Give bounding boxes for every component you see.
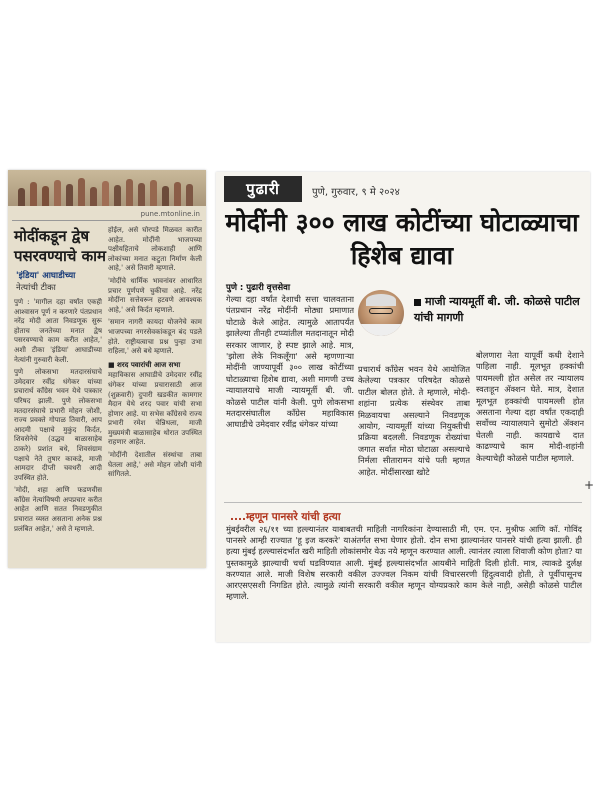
right-newspaper-clipping bbox=[216, 172, 590, 642]
portrait-photo bbox=[358, 290, 404, 336]
portrait-glasses bbox=[369, 308, 393, 314]
paragraph: पुणे लोकसभा मतदारसंघाचे उमेदवार रवींद्र धंगेकर यांच्या प्रचारार्थ काँग्रेस भवन येथे पत्रकार परिषद झाली. पुणे लोकसभा मतदारसंघाचे प्रभारी मोहन जोशी, राज्य प्रवक्ते गोपाळ तिवारी, आप आदमी पक्षाचे मुकुंद किर्दत, शिवसेनेचे (उद्धव बाळासाहेब ठाकरे) प्रशांत बधे, शिवसंग्राम पक्षाचे नेते तुषार काकडे, माजी आमदार दीप्ती चवधरी आदी उपस्थित होते. bbox=[14, 368, 102, 482]
paragraph: 'मोदींचे धार्मिक भावनांवर आधारित प्रचार पूर्णपणे चुकीचा आहे. नरेंद्र मोदींना सत्तेवरून हटवणे आवश्यक आहे,' असे किर्दत म्हणाले. bbox=[108, 276, 202, 314]
article-column-1: गेल्या दहा वर्षांत देशाची सत्ता चालवताना पंतप्रधान नरेंद्र मोदींनी मोठ्या प्रमाणात घोटाळे केले आहेत. त्यामुळे आतापर्यंत झालेल्या तीनही टप्प्यांतील मतदानातून मोदी सरकार जाणार, हे स्पष्ट झाले आहे. मात्र, 'झोला लेके निकलूँगा' असे म्हणणाऱ्या मोदींनी जाण्यापूर्वी ३०० लाख कोटींच्या घोटाळ्याचा हिशेब द्यावा, अशी मागणी उच्च न्यायालयाचे माजी न्यायमूर्ती बी. जी. कोळसे पाटील यांनी केली. पुणे लोकसभा मतदारसंघातील काँग्रेस महाविकास आघाडीचे उमेदवार रवींद्र धंगेकर यांच्या bbox=[226, 294, 354, 430]
article-subhead-text: माजी न्यायमूर्ती बी. जी. कोळसे पाटील यांची मागणी bbox=[414, 295, 580, 324]
portrait-hair bbox=[366, 294, 396, 306]
divider bbox=[224, 502, 582, 503]
main-headline: मोदींनी ३०० लाख कोटींच्या घोटाळ्याचा हिशेब द्यावा bbox=[225, 208, 579, 270]
paragraph: होईल, असे घोरपडे मिळवत कारीत आहेत. मोदींनी भाजपच्या पक्षीयहिताचे लोकशाही आणि लोकांच्या मनात कटुता निर्माण केली आहे,' असे तिवारी म्हणाले. bbox=[108, 226, 202, 273]
paragraph: 'मोदी, शहा आणि फडणवीस काँग्रेस नेत्यांविषयी अपप्रचार करीत आहेत आणि सतत निवडणुकीत प्रचारात व्यस्त असताना अनेक प्रश्न प्रलंबित आहेत,' असे ते म्हणाले. bbox=[14, 486, 102, 533]
article-column-3: बोलणारा नेता यापूर्वी कधी देशाने पाहिला नाही. मूलभूत हक्कांची पायमल्ली होत असेल तर न्यायालय स्वतःहून ॲक्शन घेते. मात्र, देशात मूलभूत हक्कांची पायमल्ली होत असताना गेल्या दहा वर्षांत एकदाही सर्वोच्च न्यायालयाने सुमोटो ॲक्शन घेतली नाही. कायद्याचे दात काढण्याचे काम मोदी-शहांनी केल्याचेही कोळसे पाटील म्हणाले. bbox=[476, 350, 584, 463]
paragraph: महाविकास आघाडीचे उमेदवार रवींद्र धंगेकर यांच्या प्रचारासाठी आज (शुक्रवारी) दुपारी खडकीत कामगार मैदान येथे शरद पवार यांची सभा होणार आहे. या सभेस काँग्रेसचे राज्य प्रभारी रमेश चेन्निथला, माजी मुख्यमंत्री बाळासाहेब थोरात उपस्थित राहणार आहेत. bbox=[108, 371, 202, 447]
plus-icon: + bbox=[584, 478, 595, 492]
section-subhead: ....म्हणून पानसरे यांची हत्या bbox=[230, 511, 341, 523]
paragraph: 'समान नागरी कायदा योजनेचे काम भाजपच्या नगरसेवकांकडून बंद पडले होते. राष्ट्रीयत्वाचा प्रश्न पुन्हा उभा राहिला,' असे बधे म्हणाले. bbox=[108, 318, 202, 356]
newspaper-masthead: पुढारी bbox=[224, 176, 302, 202]
left-newspaper-clipping bbox=[8, 170, 206, 568]
protest-banner-image bbox=[8, 170, 206, 206]
bullet-icon bbox=[414, 299, 421, 306]
left-column-subhead: ■ शरद पवारांची आज सभा bbox=[108, 359, 181, 369]
website-label: pune.mtonline.in bbox=[140, 210, 200, 218]
section-body: मुंबईवरील २६/११ च्या हल्ल्यानंतर याबाबतची माहिती नागरिकांना देण्यासाठी मी, एम. एन. मुश्रीफ आणि कॉ. गोविंद पानसरे आम्ही राज्यात 'हू इज करकरे' याअंतर्गत सभा घेणार होतो. दोन सभा झाल्यानंतर पानसरे यांची हत्या झाली. ही हत्या मुंबई हल्ल्यासंदर्भात खरी माहिती लोकांसमोर येऊ नये म्हणून करण्यात आली. त्यानंतर त्याला शिवाजी कोण होता? या पुस्तकामुळे झाल्याची चर्चा घडविण्यात आली. मुंबई हल्ल्यासंदर्भात आयबीने माहिती दिली होती. मात्र, त्याकडे दुर्लक्ष करण्यात आले. माजी विशेष सरकारी वकील उज्ज्वल निकम यांची विचारसरणी हिंदुत्ववादी होती, ते पूर्वीपासूनच आरएसएसशी निगडित होते. त्यामुळे त्यांनी सरकारी वकील म्हणून योग्यप्रकारे काम केले नाही, असेही कोळसे पाटील म्हणाले. bbox=[226, 524, 582, 602]
portrait-coat bbox=[358, 324, 404, 336]
article-subhead bbox=[414, 294, 586, 326]
paragraph: पुणे : 'मागील दहा वर्षांत एकही आश्वासन पूर्ण न करणारे पंतप्रधान नरेंद्र मोदी आता निवडणूक सुरू होताच जनतेच्या मनात द्वेष पसरवण्याचे काम करीत आहेत,' अशी टीका 'इंडिया' आघाडीच्या नेत्यांनी गुरुवारी केली. bbox=[14, 298, 102, 364]
left-column-2 bbox=[108, 226, 202, 560]
dateline: पुणे, गुरुवार, ९ मे २०२४ bbox=[312, 187, 400, 198]
byline: पुणे : पुढारी वृत्तसेवा bbox=[226, 283, 291, 293]
left-column-1 bbox=[14, 298, 102, 560]
divider bbox=[12, 220, 202, 221]
left-headline: मोदींकडून द्वेष पसरवण्याचे काम bbox=[14, 227, 106, 265]
article-column-2: प्रचारार्थ काँग्रेस भवन येथे आयोजित केलेल्या पत्रकार परिषदेत कोळसे पाटील बोलत होते. ते म्हणाले, मोदी-शहांना प्रत्येक संस्थेवर ताबा मिळवायचा असल्याने निवडणूक आयोग, न्यायमूर्ती यांच्या नियुक्तीची प्रक्रिया बदलली. निवडणूक रोख्यांचा जगात सर्वात मोठा घोटाळा असल्याचे निर्मला सीतारामन यांचे पती म्हणत आहेत. मोदींसारखा खोटे bbox=[358, 364, 470, 477]
left-subheadline-prefix: 'इंडिया' आघाडीच्या bbox=[16, 271, 76, 281]
paragraph: 'मोदींनी देशातील संस्थांचा ताबा घेतला आहे,' असे मोहन जोशी यांनी सांगितले. bbox=[108, 451, 202, 479]
left-subheadline-rest: नेत्यांची टीका bbox=[16, 283, 56, 293]
